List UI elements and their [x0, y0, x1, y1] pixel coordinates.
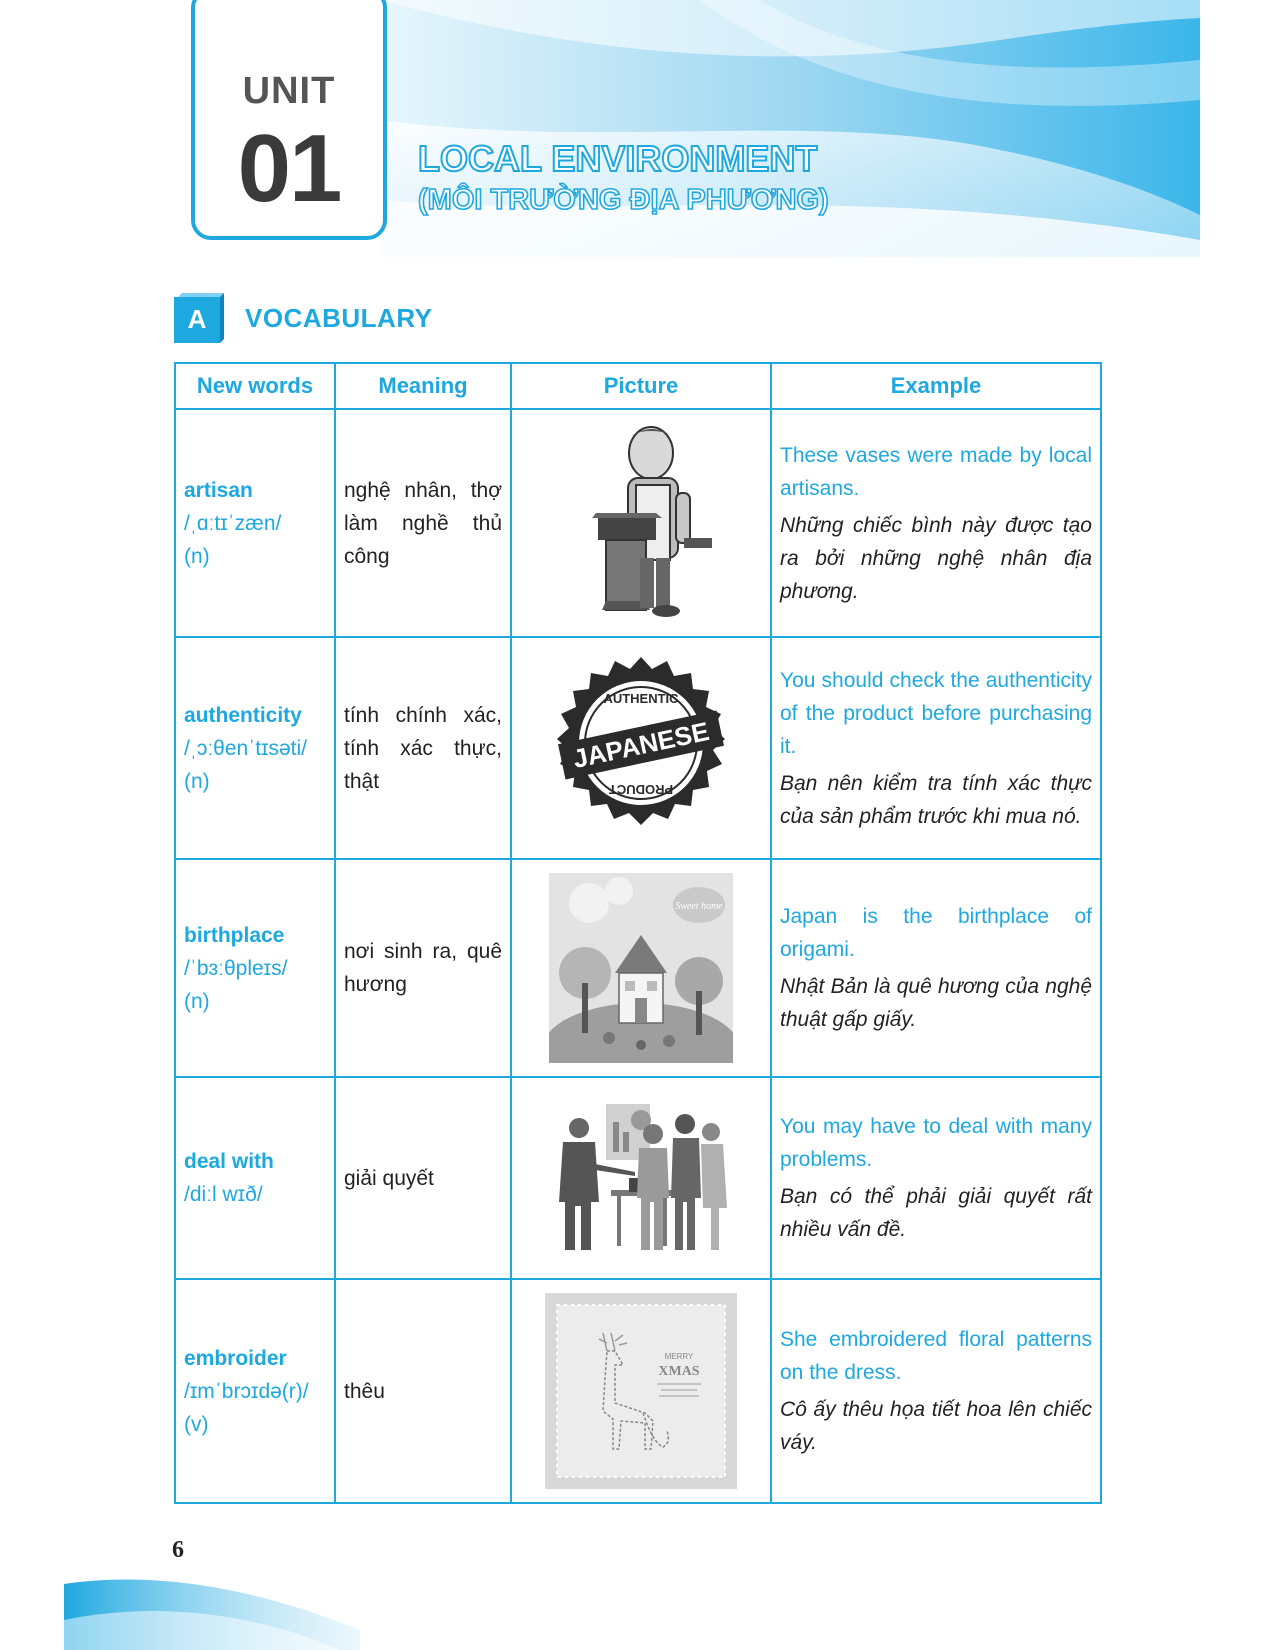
unit-title: LOCAL ENVIRONMENT	[418, 138, 818, 179]
pronunciation: /ˌɔːθenˈtɪsəti/	[184, 736, 308, 760]
table-row	[175, 409, 1101, 637]
column-header-picture: Picture	[511, 363, 771, 409]
pronunciation: /ˌɑːtɪˈzæn/	[184, 511, 282, 535]
example-cell	[771, 409, 1101, 637]
word-cell	[175, 409, 335, 637]
word-cell	[175, 637, 335, 859]
part-of-speech: (n)	[184, 544, 210, 568]
word-cell	[175, 1077, 335, 1279]
pronunciation: /diːl wɪð/	[184, 1183, 263, 1206]
example-vietnamese: Cô ấy thêu họa tiết hoa lên chiếc váy.	[780, 1398, 1092, 1454]
example-vietnamese: Những chiếc bình này được tạo ra bởi những nghệ nhân địa phương.	[780, 513, 1092, 603]
example-english: Japan is the birthplace of origami.	[780, 905, 1092, 961]
table-header-row	[175, 363, 1101, 409]
card-line1: MERRY	[664, 1352, 694, 1361]
picture-cell	[511, 409, 771, 637]
headword: authenticity	[184, 703, 302, 727]
table-row	[175, 1279, 1101, 1503]
example-english: You may have to deal with many problems.	[780, 1115, 1092, 1171]
part-of-speech: (v)	[184, 1412, 209, 1436]
meaning-cell: thêu	[335, 1279, 511, 1503]
unit-number: 01	[237, 115, 341, 222]
column-header-meaning: Meaning	[335, 363, 511, 409]
example-vietnamese: Bạn nên kiểm tra tính xác thực của sản phẩm trước khi mua nó.	[780, 771, 1092, 828]
word-cell	[175, 859, 335, 1077]
picture-cell	[511, 1077, 771, 1279]
part-of-speech: (n)	[184, 989, 210, 1013]
headword: embroider	[184, 1346, 287, 1370]
unit-box	[191, 0, 387, 240]
meaning-cell: nghệ nhân, thợ làm nghề thủ công	[335, 409, 511, 637]
table-row	[175, 637, 1101, 859]
pronunciation: /ˈbɜːθpleɪs/	[184, 956, 288, 980]
example-english: She embroidered floral patterns on the dress.	[780, 1328, 1092, 1384]
section-letter: A	[187, 304, 207, 334]
column-header-new-words: New words	[175, 363, 335, 409]
stamp-top-text: AUTHENTIC	[603, 691, 679, 706]
meaning-cell: nơi sinh ra, quê hương	[335, 859, 511, 1077]
section-title: VOCABULARY	[245, 303, 433, 333]
example-vietnamese: Nhật Bản là quê hương của nghệ thuật gấp giấy.	[780, 975, 1092, 1031]
example-cell	[771, 1279, 1101, 1503]
table-row	[175, 859, 1101, 1077]
column-header-example: Example	[771, 363, 1101, 409]
sweet-home-caption: Sweet home	[675, 901, 723, 912]
vocabulary-table	[174, 362, 1102, 1504]
unit-label: UNIT	[242, 70, 336, 112]
example-cell	[771, 637, 1101, 859]
meaning-cell: giải quyết	[335, 1077, 511, 1279]
table-row	[175, 1077, 1101, 1279]
blacksmith-icon	[556, 423, 726, 623]
picture-cell	[511, 1279, 771, 1503]
business-handshake-icon	[551, 1098, 731, 1258]
stamp-bottom-text: PRODUCT	[608, 782, 674, 797]
embroidered-reindeer-card-icon	[545, 1293, 737, 1489]
word-cell	[175, 1279, 335, 1503]
meaning-cell: tính chính xác, tính xác thực, thật	[335, 637, 511, 859]
stamp-center-text: JAPANESE	[570, 715, 712, 775]
example-cell	[771, 1077, 1101, 1279]
headword: birthplace	[184, 923, 285, 947]
example-english: You should check the authenticity of the product before purchasing it.	[780, 668, 1092, 758]
pronunciation: /ɪmˈbrɔɪdə(r)/	[184, 1379, 309, 1403]
headword: deal with	[184, 1150, 274, 1173]
picture-cell	[511, 859, 771, 1077]
page-number: 6	[172, 1537, 184, 1563]
card-line2: XMAS	[658, 1364, 700, 1379]
headword: artisan	[184, 478, 253, 502]
example-cell	[771, 859, 1101, 1077]
picture-cell	[511, 637, 771, 859]
example-english: These vases were made by local artisans.	[780, 443, 1092, 500]
unit-subtitle: (MÔI TRƯỜNG ĐỊA PHƯƠNG)	[418, 184, 829, 216]
authentic-stamp-icon	[546, 653, 736, 843]
example-vietnamese: Bạn có thể phải giải quyết rất nhiều vấn đề.	[780, 1185, 1092, 1241]
sweet-home-house-icon	[549, 873, 733, 1063]
footer-wave	[0, 1560, 400, 1650]
part-of-speech: (n)	[184, 769, 210, 793]
